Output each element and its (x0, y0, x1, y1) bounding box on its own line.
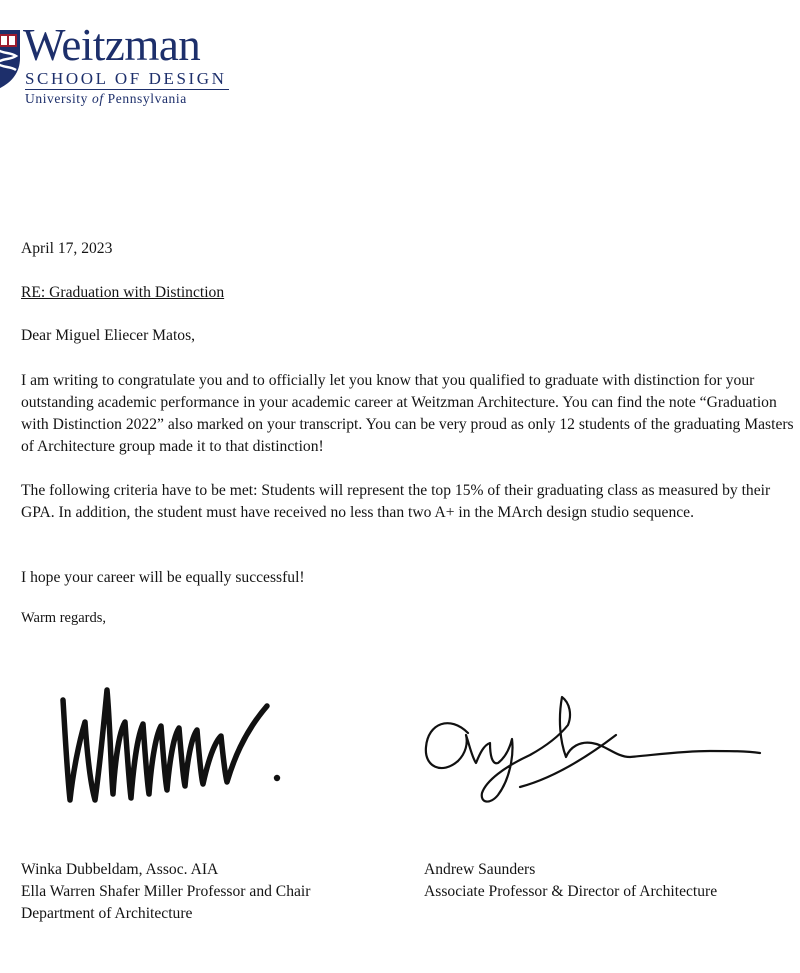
university-of: of (91, 91, 104, 106)
school-of-design-label: SCHOOL OF DESIGN (25, 69, 227, 88)
signatory-right (424, 859, 717, 903)
signatory-left-department: Department of Architecture (21, 905, 193, 922)
signature-left (55, 682, 285, 807)
university-label (25, 91, 187, 107)
university-post: Pennsylvania (103, 91, 187, 106)
letterhead-rule (25, 89, 229, 90)
letter-subject: RE: Graduation with Distinction (21, 284, 225, 301)
letter-paragraph-2: The following criteria have to be met: Students will represent the top 15% of their graduating class as measured by their GPA. In addition, the student must have received no less than two A+ in the MArch design studio sequence. (21, 482, 771, 521)
letter-salutation: Dear Miguel Eliecer Matos, (21, 327, 196, 344)
signature-right (420, 695, 765, 810)
letter-date: April 17, 2023 (21, 240, 113, 257)
signatory-left-title: Ella Warren Shafer Miller Professor and Chair (21, 883, 311, 900)
letterhead (0, 22, 240, 104)
signatory-right-name: Andrew Saunders (424, 861, 536, 878)
weitzman-wordmark: Weitzman (23, 20, 201, 70)
signatory-left-name: Winka Dubbeldam, Assoc. AIA (21, 861, 219, 878)
letter-paragraph-3: I hope your career will be equally successful! (21, 569, 305, 586)
penn-shield-icon (0, 28, 22, 90)
signatory-right-title: Associate Professor & Director of Architecture (424, 883, 718, 900)
signatory-left (21, 859, 310, 925)
letter-closing: Warm regards, (21, 610, 106, 626)
university-pre: University (25, 91, 92, 106)
letter-paragraph-1: I am writing to congratulate you and to officially let you know that you qualified to graduate with distinction for your outstanding academic performance in your academic career at Weitzman Architecture. You can find the note “Graduation with Distinction 2022” also marked on your transcript. You can be very proud as only 12 students of the graduating Masters of Architecture group made it to that distinction! (21, 372, 794, 455)
